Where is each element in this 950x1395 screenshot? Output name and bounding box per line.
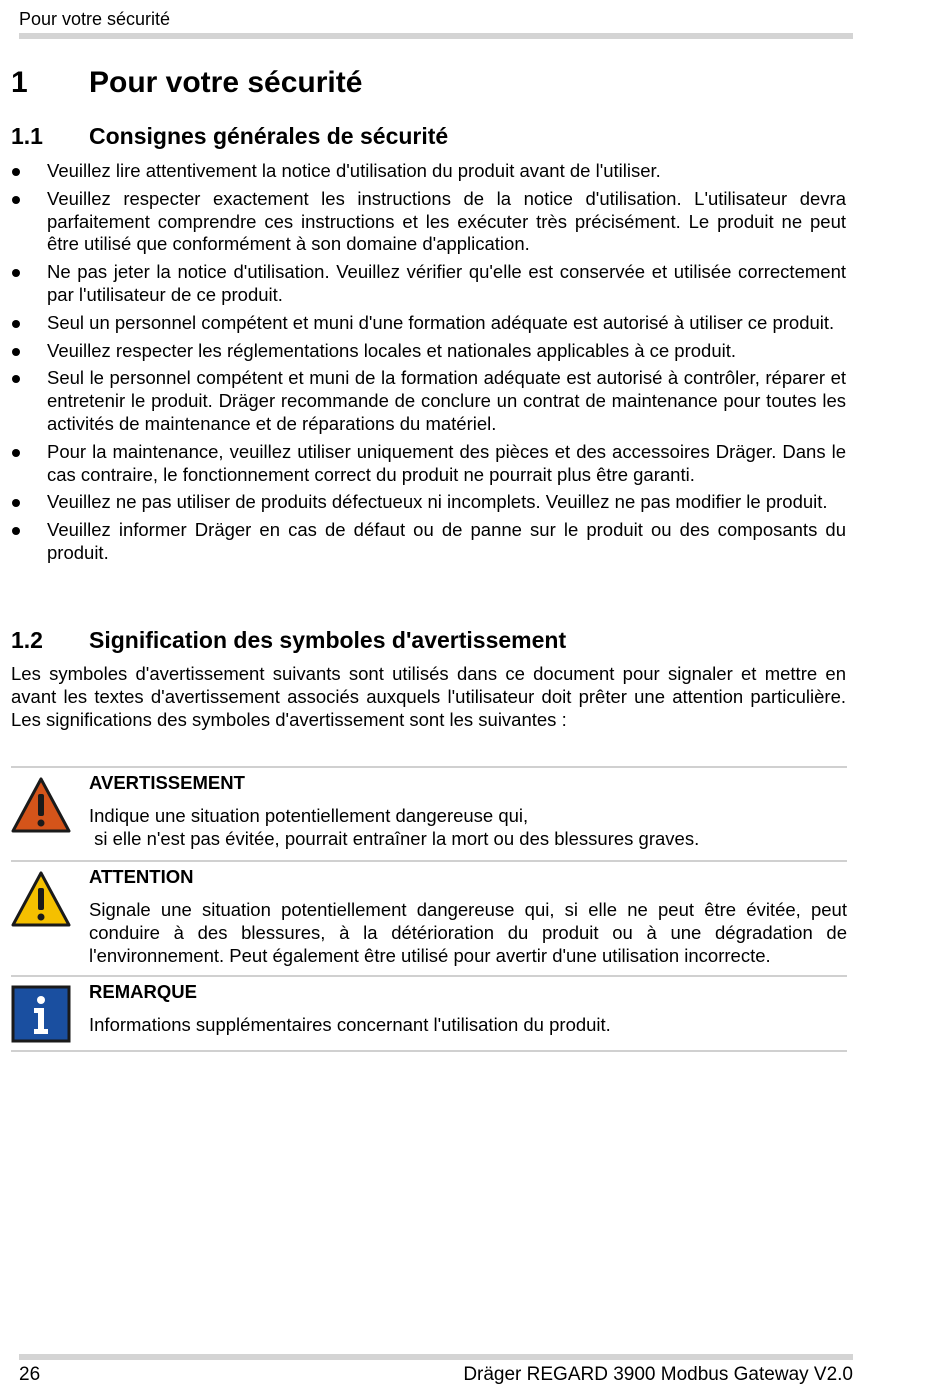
footer-rule bbox=[19, 1354, 853, 1360]
notice-row-note bbox=[11, 975, 847, 1052]
notice-row-warning bbox=[11, 766, 847, 860]
page-number: 26 bbox=[19, 1364, 41, 1385]
warning-symbols-table bbox=[11, 766, 847, 1052]
chapter-title: Pour votre sécurité bbox=[89, 66, 363, 99]
bullet-icon bbox=[12, 449, 20, 457]
list-item-text: Seul un personnel compétent et muni d'une formation adéquate est autorisé à utiliser ce produit. bbox=[47, 311, 835, 333]
list-item bbox=[11, 519, 846, 565]
bullet-icon bbox=[12, 348, 20, 356]
list-item-text: Seul le personnel compétent et muni de la formation adéquate est autorisé à contrôler, réparer et entretenir le produit. Dräger recommande de conclure un contrat de maintenance pour toutes les activités de maintenance et de réparations du matériel. bbox=[47, 367, 846, 434]
bullet-icon bbox=[12, 269, 20, 277]
section-heading-1-2 bbox=[11, 627, 566, 654]
list-item bbox=[11, 188, 846, 256]
section-intro-paragraph: Les symboles d'avertissement suivants sont utilisés dans ce document pour signaler et mettre en avant les textes d'avertissement associés auxquels l'utilisateur doit prêter une attention particulière. Les significations des symboles d'avertissement sont les suivantes : bbox=[11, 663, 846, 730]
bullet-icon bbox=[12, 527, 20, 535]
list-item bbox=[11, 491, 846, 514]
section-title: Consignes générales de sécurité bbox=[89, 123, 449, 149]
list-item bbox=[11, 312, 846, 335]
list-item-text: Veuillez informer Dräger en cas de défaut ou de panne sur le produit ou des composants du produit. bbox=[47, 519, 846, 563]
list-item-text: Pour la maintenance, veuillez utiliser uniquement des pièces et des accessoires Dräger. Dans le cas contraire, le fonctionnement correct du produit ne pourrait plus être garanti. bbox=[47, 440, 846, 485]
info-icon bbox=[11, 985, 71, 1043]
notice-line: si elle n'est pas évitée, pourrait entraîner la mort ou des blessures graves. bbox=[89, 827, 700, 849]
section-number: 1.2 bbox=[11, 627, 43, 653]
warning-triangle-orange-icon bbox=[11, 776, 71, 834]
list-item-text: Veuillez ne pas utiliser de produits défectueux ni incomplets. Veuillez ne pas modifier le produit. bbox=[47, 491, 828, 513]
list-item bbox=[11, 160, 846, 183]
list-item-text: Ne pas jeter la notice d'utilisation. Veuillez vérifier qu'elle est conservée et utilisée correctement par l'utilisateur de ce produit. bbox=[47, 261, 846, 305]
notice-label: AVERTISSEMENT bbox=[89, 772, 245, 793]
chapter-heading bbox=[11, 66, 362, 100]
notice-line: Indique une situation potentiellement dangereuse qui, bbox=[89, 805, 529, 826]
bullet-icon bbox=[12, 196, 20, 204]
section-number: 1.1 bbox=[11, 123, 43, 149]
section-heading-1-1 bbox=[11, 123, 448, 150]
notice-row-caution bbox=[11, 860, 847, 975]
notice-label: ATTENTION bbox=[89, 866, 194, 887]
list-item-text: Veuillez respecter exactement les instructions de la notice d'utilisation. L'utilisateur devra parfaitement comprendre ces instructions et les exécuter très précisément. Le produit ne peut être utilisé que conformément à son domaine d'application. bbox=[47, 187, 846, 255]
bullet-icon bbox=[12, 168, 20, 176]
chapter-number: 1 bbox=[11, 66, 28, 99]
notice-description: Signale une situation potentiellement dangereuse qui, si elle ne peut être évitée, peut conduire à des blessures, à la détérioration du produit ou à une dégradation de l'environnement. Peut également être utilisé pour avertir d'une utilisation incorrecte. bbox=[89, 899, 847, 966]
warning-triangle-yellow-icon bbox=[11, 870, 71, 928]
notice-description bbox=[89, 805, 847, 851]
list-item bbox=[11, 340, 846, 363]
running-header: Pour votre sécurité bbox=[19, 9, 171, 29]
list-item bbox=[11, 441, 846, 487]
section-title: Signification des symboles d'avertissement bbox=[89, 627, 567, 653]
document-title: Dräger REGARD 3900 Modbus Gateway V2.0 bbox=[463, 1364, 853, 1385]
list-item-text: Veuillez lire attentivement la notice d'utilisation du produit avant de l'utiliser. bbox=[47, 160, 661, 181]
list-item bbox=[11, 367, 846, 435]
safety-instructions-list bbox=[11, 160, 846, 570]
bullet-icon bbox=[12, 375, 20, 383]
bullet-icon bbox=[12, 320, 20, 328]
notice-description: Informations supplémentaires concernant l'utilisation du produit. bbox=[89, 1014, 611, 1035]
header-rule bbox=[19, 33, 853, 39]
list-item-text: Veuillez respecter les réglementations locales et nationales applicables à ce produit. bbox=[47, 339, 737, 361]
notice-label: REMARQUE bbox=[89, 981, 197, 1002]
bullet-icon bbox=[12, 499, 20, 507]
list-item bbox=[11, 261, 846, 307]
